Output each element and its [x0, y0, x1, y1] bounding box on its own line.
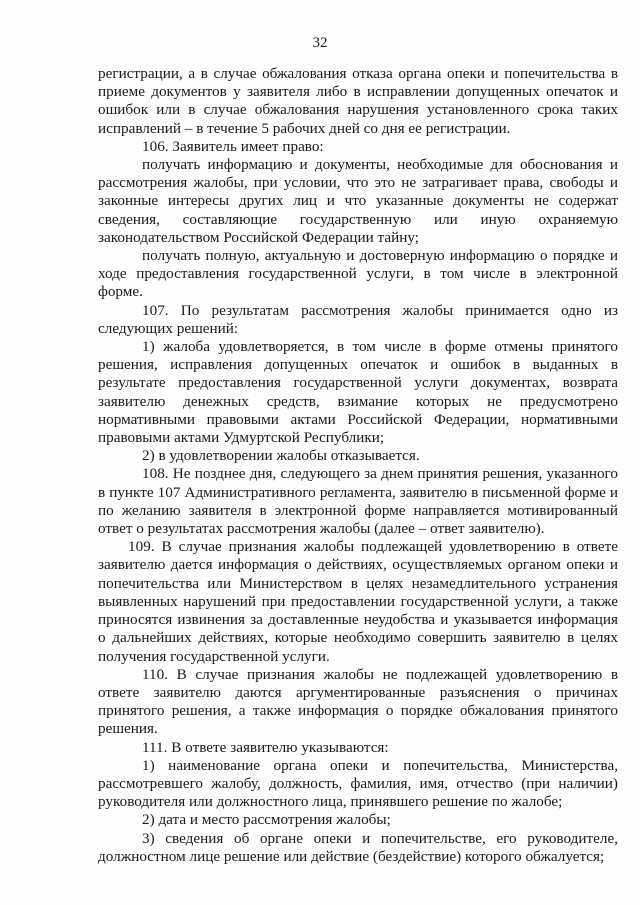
paragraph-106: 106. Заявитель имеет право: — [142, 137, 324, 155]
paragraph-107-item-2: 2) в удовлетворении жалобы отказывается. — [142, 447, 420, 465]
page-number: 32 — [312, 35, 328, 51]
document-body — [98, 65, 618, 866]
paragraph-109: 109. В случае признания жалобы подлежащей удовлетворению в ответе заявителю дается информация о действиях, осуществляемых органом опеки и попечительства или Министерством в целях незамедлительного устранения выявленных нарушений при предоставлении государственной услуги, а также приносятся извинения за доставленные неудобства и указывается информация о дальнейших действиях, которые необходимо совершить заявителю в целях получения государственной услуги. — [98, 538, 618, 665]
paragraph-111-item-1: 1) наименование органа опеки и попечительства, Министерства, рассмотревшего жалобу, должность, фамилия, имя, отчество (при наличии) руководителя или должностного лица, принявшего решение по жалобе; — [98, 756, 618, 811]
paragraph-111: 111. В ответе заявителю указываются: — [142, 738, 389, 756]
paragraph-106-item-1: получать информацию и документы, необходимые для обоснования и рассмотрения жалобы, при условии, что это не затрагивает права, свободы и законные интересы других лиц и что указанные документы не содержат сведения, составляющие государственную или иную охраняемую законодательством Российской Федерации тайну; — [98, 156, 618, 246]
paragraph-111-item-2: 2) дата и место рассмотрения жалобы; — [142, 811, 391, 829]
paragraph-106-item-2: получать полную, актуальную и достоверную информацию о порядке и ходе предоставления государственной услуги, в том числе в электронной форме. — [98, 247, 618, 301]
paragraph-107: 107. По результатам рассмотрения жалобы принимается одно из следующих решений: — [98, 301, 618, 337]
paragraph-108: 108. Не позднее дня, следующего за днем принятия решения, указанного в пункте 107 Административного регламента, заявителю в письменной форме и по желанию заявителя в электронной форме направляется мотивированный ответ о результатах рассмотрения жалобы (далее – ответ заявителю). — [98, 465, 618, 538]
paragraph-107-item-1: 1) жалоба удовлетворяется, в том числе в форме отмены принятого решения, исправления допущенных опечаток и ошибок в выданных в результате предоставления государственной услуги документах, возврата заявителю денежных средств, взимание которых не предусмотрено нормативными правовыми актами Российской Федерации, нормативными правовыми актами Удмуртской Республики; — [98, 338, 618, 447]
paragraph-110: 110. В случае признания жалобы не подлежащей удовлетворению в ответе заявителю даются аргументированные разъяснения о причинах принятого решения, а также информация о порядке обжалования принятого решения. — [98, 665, 618, 738]
paragraph-111-item-3: 3) сведения об органе опеки и попечительстве, его руководителе, должностном лице решение или действие (бездействие) которого обжалуется; — [98, 829, 618, 865]
paragraph-continuation: регистрации, а в случае обжалования отказа органа опеки и попечительства в приеме документов у заявителя либо в исправлении допущенных опечаток и ошибок или в случае обжалования нарушения установленного срока таких исправлений – в течение 5 рабочих дней со дня ее регистрации. — [98, 65, 618, 137]
